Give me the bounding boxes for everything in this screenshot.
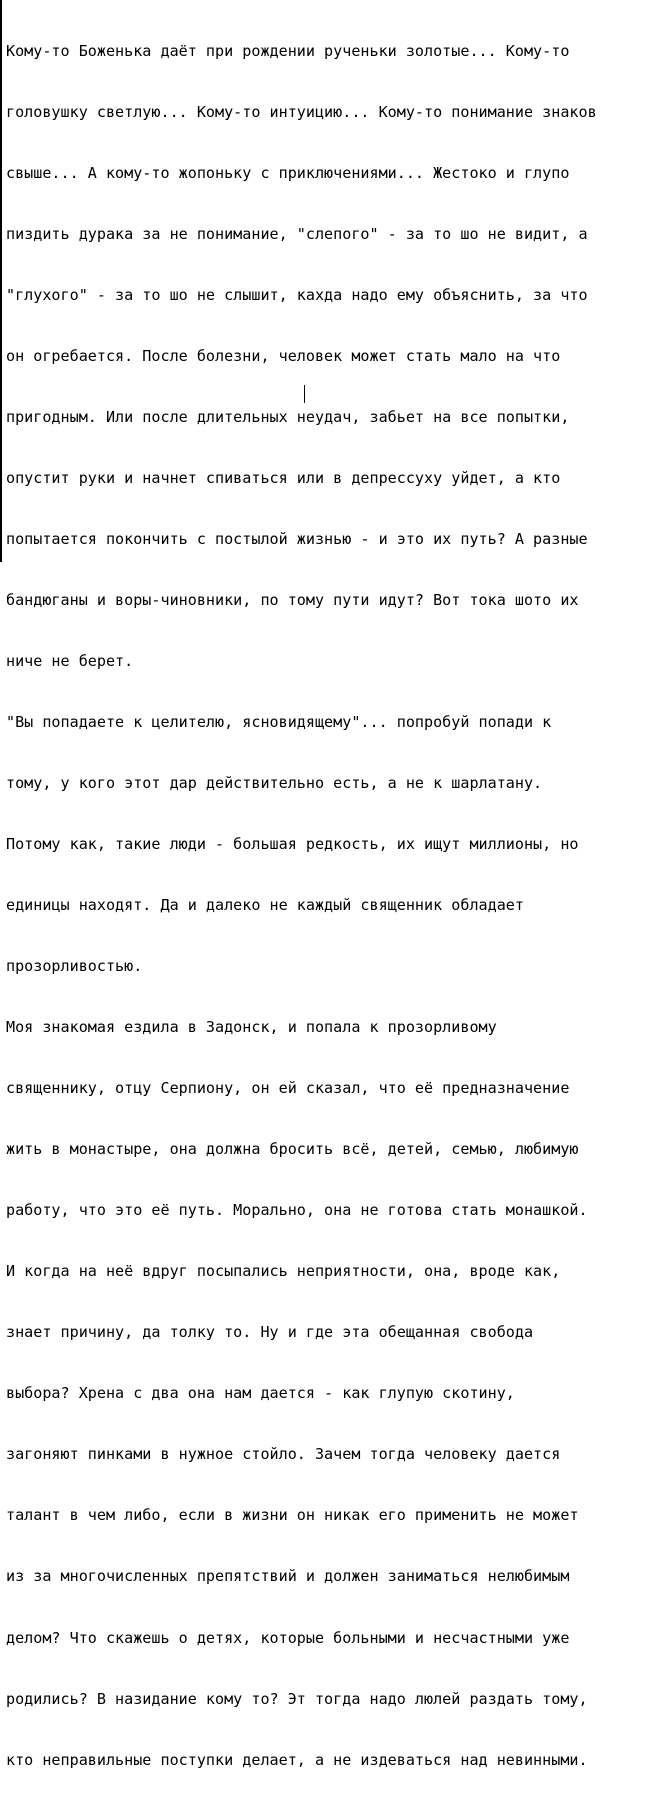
text-line-16: прозорливостью. [6,957,143,976]
text-line-28: родились? В назидание кому то? Эт тогда надо люлей раздать тому, [6,1689,588,1708]
text-line-19: жить в монастыре, она должна бросить всё, детей, семью, любимую [6,1140,579,1159]
text-line-26: из за многочисленных препятствий и должен заниматься нелюбимым [6,1567,570,1586]
text-line-13: тому, у кого этот дар действительно есть, а не к шарлатану. [6,774,543,793]
text-line-1: Кому-то Боженька даёт при рождении рученьки золотые... Кому-то [6,41,570,60]
text-line-14: Потому как, такие люди - большая редкость, их ищут миллионы, но [6,835,579,854]
text-line-29: кто неправильные поступки делает, а не издеваться над невинными. [6,1750,588,1769]
text-line-10: бандюганы и воры-чиновники, по тому пути идут? Вот тока шото их [6,590,579,609]
text-line-7: пригодным. Или после длительных неудач, забьет на все попытки, [6,407,570,426]
text-line-21: И когда на неё вдруг посыпались неприятности, она, вроде как, [6,1262,561,1281]
text-line-15: единицы находят. Да и далеко не каждый священник обладает [6,896,524,915]
text-line-23: выбора? Хрена с два она нам дается - как глупую скотину, [6,1384,515,1403]
text-line-8: опустит руки и начнет спиваться или в депрессуху уйдет, а кто [6,468,561,487]
text-line-3: свыше... А кому-то жопоньку с приключениями... Жестоко и глупо [6,163,570,182]
text-line-9: попытается покончить с постылой жизнью - и это их путь? А разные [6,529,588,548]
text-line-27: делом? Что скажешь о детях, которые больными и несчастными уже [6,1628,570,1647]
text-line-18: священнику, отцу Серпиону, он ей сказал, что её предназначение [6,1079,570,1098]
text-line-12: "Вы попадаете к целителю, ясновидящему"... попробуй попади к [6,713,552,732]
text-line-6: он огребается. После болезни, человек может стать мало на что [6,346,561,365]
text-line-5: "глухого" - за то шо не слышит, кахда надо ему объяснить, за что [6,285,588,304]
text-line-4: пиздить дурака за не понимание, "слепого" - за то шо не видит, а [6,224,588,243]
text-line-24: загоняют пинками в нужное стойло. Зачем тогда человеку дается [6,1445,561,1464]
text-line-2: головушку светлую... Кому-то интуицию... Кому-то понимание знаков [6,102,597,121]
text-line-11: ниче не берет. [6,652,134,670]
text-cursor [304,385,305,403]
text-line-22: знает причину, да толку то. Ну и где эта обещанная свобода [6,1323,534,1342]
text-line-17: Моя знакомая ездила в Задонск, и попала к прозорливому [6,1018,497,1037]
text-line-20: работу, что это её путь. Морально, она не готова стать монашкой. [6,1201,588,1220]
text-line-25: талант в чем либо, если в жизни он никак его применить не может [6,1506,579,1525]
text-content[interactable] [6,0,668,1811]
